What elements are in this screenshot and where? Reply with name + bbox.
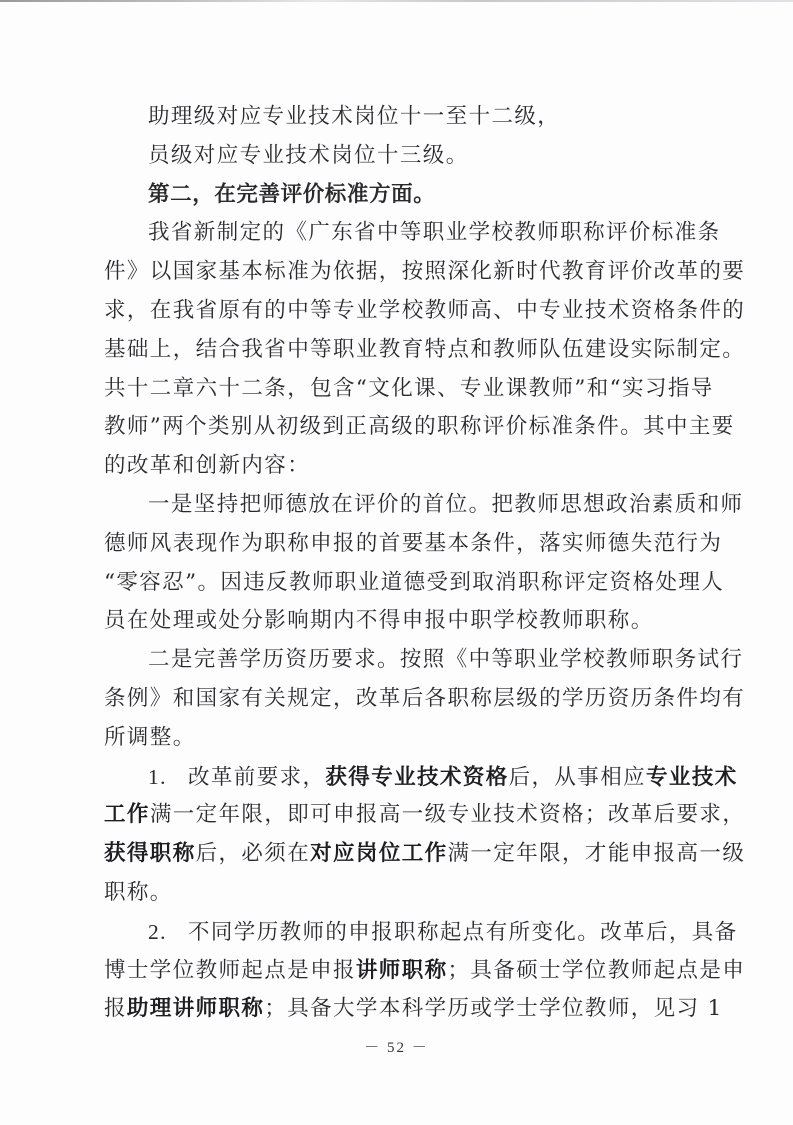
bold-emphasis: 讲师职称	[355, 957, 448, 983]
text-run: 共十二章六十二条，包含“文化课、专业课教师”和“实习指导	[104, 375, 714, 401]
list-number: 2.	[148, 919, 167, 944]
bold-emphasis: 助理讲师职称	[126, 996, 265, 1022]
text-run: 满一定年限，即可申报高一级专业技术资格；改革后要求，	[149, 802, 746, 828]
text-line	[104, 214, 721, 253]
text-line	[104, 408, 735, 447]
text-line	[104, 602, 696, 641]
text-line	[104, 835, 746, 874]
scan-top-edge	[0, 0, 793, 2]
text-line	[104, 641, 744, 680]
text-run: 教师”两个类别从初级到正高级的职称评价标准条件。其中主要	[104, 414, 735, 440]
bold-emphasis: 工作	[104, 802, 150, 828]
text-run: 所调整。	[104, 724, 196, 750]
text-line	[104, 564, 725, 603]
text-run: 后，从事相应	[508, 764, 647, 790]
text-run: 改革前要求，	[188, 764, 326, 790]
text-line	[104, 758, 738, 797]
text-line	[104, 292, 746, 331]
text-run: ；具备大学本科学历或学士学位教师，见习 1	[264, 996, 723, 1022]
text-run: 后，必须在	[195, 841, 311, 867]
text-line	[104, 137, 696, 176]
text-run: 不同学历教师的申报职称起点有所变化。改革后，具备	[188, 919, 738, 945]
text-run: 报	[104, 996, 127, 1022]
text-run: 的改革和创新内容：	[104, 453, 311, 479]
text-run: ；具备硕士学位教师起点是申	[447, 957, 746, 983]
text-line	[104, 680, 746, 719]
text-line	[104, 370, 714, 409]
page-number: － 52 －	[364, 1040, 429, 1056]
list-number: 1.	[148, 764, 167, 789]
text-line	[104, 331, 746, 370]
text-run: 满一定年限，才能申报高一级	[447, 841, 746, 867]
text-run: 助理级对应专业技术岗位十一至十二级，	[148, 104, 561, 129]
text-line	[104, 952, 746, 991]
text-run: 条例》和国家有关规定，改革后各职称层级的学历资历条件均有	[104, 685, 746, 711]
text-run: 员级对应专业技术岗位十三级。	[148, 142, 469, 168]
text-line	[104, 719, 696, 758]
section-heading: 第二，在完善评价标准方面。	[148, 181, 436, 207]
text-run: 求，在我省原有的中等专业学校教师高、中专业技术资格条件的	[104, 297, 746, 323]
text-line	[104, 447, 696, 486]
text-line	[104, 874, 696, 913]
text-run: 二是完善学历资历要求。按照《中等职业学校教师职务试行	[148, 647, 744, 673]
text-run: 博士学位教师起点是申报	[104, 957, 356, 983]
bold-emphasis: 获得专业技术资格	[325, 764, 509, 790]
text-run: 职称。	[104, 879, 173, 905]
text-line	[104, 98, 696, 137]
text-run: 件》以国家基本标准为依据，按照深化新时代教育评价改革的要	[104, 259, 746, 285]
text-line	[104, 990, 723, 1029]
text-line	[104, 253, 746, 292]
text-run: 员在处理或处分影响期内不得申报中职学校教师职称。	[104, 608, 654, 634]
text-line	[104, 525, 723, 564]
text-run: 一是坚持把师德放在评价的首位。把教师思想政治素质和师	[148, 491, 744, 517]
bold-emphasis: 专业技术	[646, 764, 738, 790]
text-line	[104, 486, 744, 525]
text-line	[104, 913, 738, 952]
bold-emphasis: 对应岗位工作	[310, 841, 448, 867]
text-run: “零容忍”。因违反教师职业道德受到取消职称评定资格处理人	[104, 569, 725, 595]
text-line	[104, 796, 746, 835]
document-body	[104, 98, 746, 1029]
bold-emphasis: 获得职称	[104, 841, 196, 867]
text-run: 德师风表现作为职称申报的首要基本条件，落实师德失范行为	[104, 530, 723, 556]
text-run: 我省新制定的《广东省中等职业学校教师职称评价标准条	[148, 220, 721, 246]
text-line	[104, 176, 696, 215]
text-run: 基础上，结合我省中等职业教育特点和教师队伍建设实际制定。	[104, 336, 746, 362]
